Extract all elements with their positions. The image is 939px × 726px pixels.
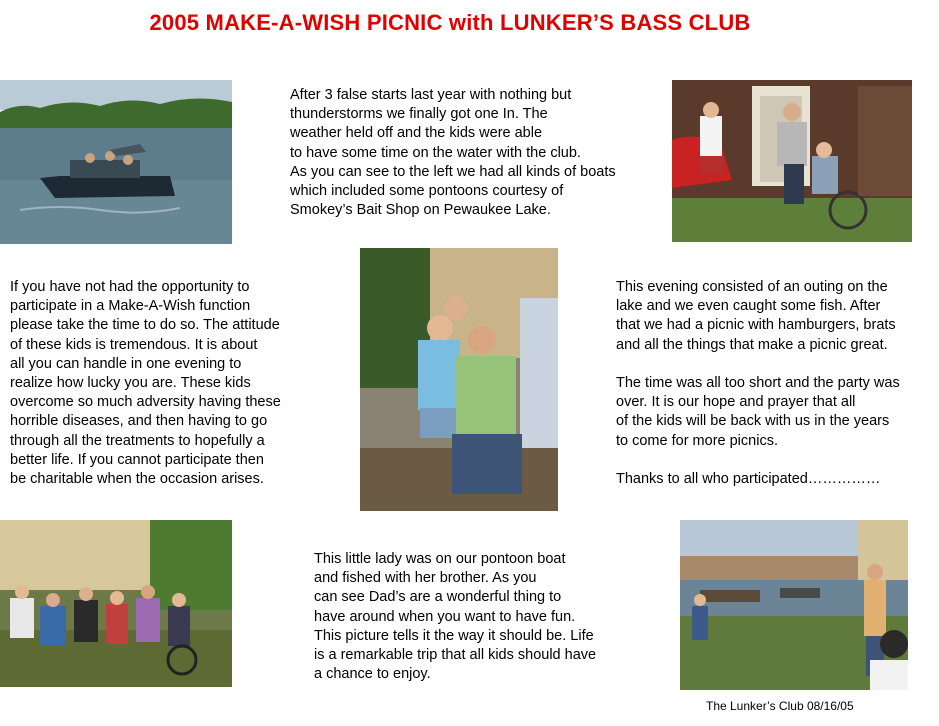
photo-dad-with-kids <box>360 248 558 511</box>
photo-lakeside-dock <box>680 520 908 690</box>
footer-credit: The Lunker’s Club 08/16/05 <box>706 699 854 713</box>
text-block-bottom-center: This little lady was on our pontoon boat and fished with her brother. As you can see Dad’s are a wonderful thing to have around when you want to have fun. This picture tells it the way it should be. Life is a remarkable trip that all kids should have a chance to enjoy. <box>314 551 597 683</box>
photo-boat-on-lake <box>0 80 232 244</box>
photo-group-by-car <box>672 80 912 242</box>
text-block-top-center: After 3 false starts last year with nothing but thunderstorms we finally got one In. The weather held off and the kids were able to have some time on the water with the club. As you can see to the left we had all kinds of boats which included some pontoons courtesy of Smokey’s Bait Shop on Pewaukee Lake. <box>290 87 616 219</box>
text-block-middle-right: This evening consisted of an outing on the lake and we even caught some fish. After that we had a picnic with hamburgers, brats and all the things that make a picnic great. The time was all too short and the party was over. It is our hope and prayer that all of the kids will be back with us in the years to come for more picnics. Thanks to all who participated…………… <box>616 279 900 488</box>
text-block-middle-left: If you have not had the opportunity to participate in a Make-A-Wish function please take the time to do so. The attitude of these kids is tremendous. It is about all you can handle in one evening to realize how lucky you are. These kids overcome so much adversity having these horrible diseases, and then having to go through all the treatments to hopefully a better life. If you cannot participate then be charitable when the occasion arises. <box>10 279 281 488</box>
page-title: 2005 MAKE-A-WISH PICNIC with LUNKER’S BASS CLUB <box>149 10 751 35</box>
photo-picnic-crowd <box>0 520 232 687</box>
